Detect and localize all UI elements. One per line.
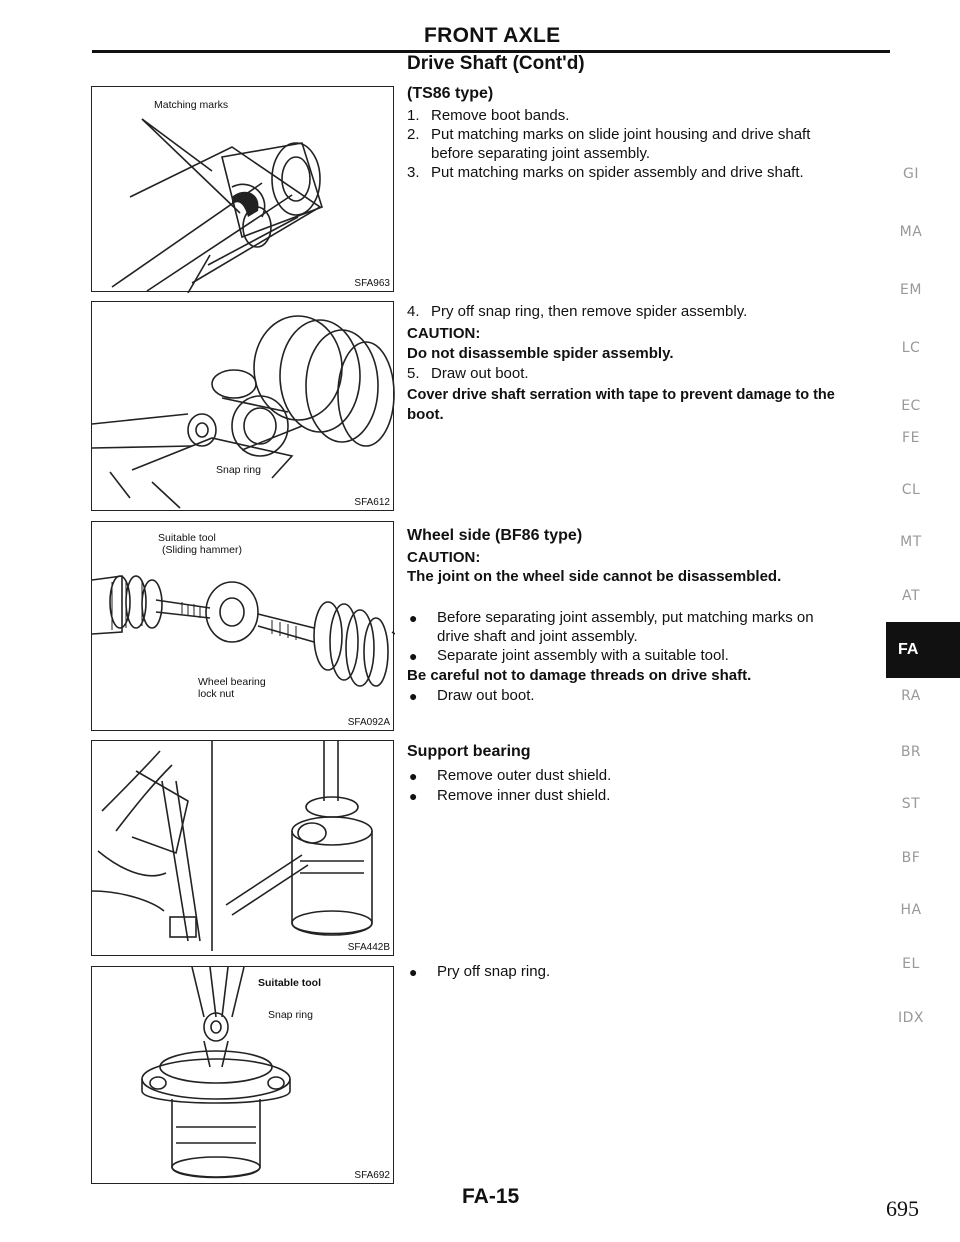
support-bearing-heading: Support bearing: [407, 743, 531, 760]
support-bearing-bullet-3: Pry off snap ring.: [437, 963, 551, 980]
side-tab-st[interactable]: ST: [901, 796, 921, 812]
tape-note-line-1: Cover drive shaft serration with tape to prevent damage to the: [407, 387, 835, 403]
side-tab-ha[interactable]: HA: [900, 902, 922, 918]
side-tab-idx[interactable]: IDX: [898, 1010, 924, 1026]
label-suitable-tool: Suitable tool: [158, 532, 216, 544]
section-title: Drive Shaft (Cont'd): [407, 53, 585, 74]
sliding-hammer-illustration: [92, 522, 395, 732]
wheel-side-warning: Be careful not to damage threads on drive shaft.: [407, 667, 752, 684]
step-text: Put matching marks on spider assembly and drive shaft.: [431, 164, 804, 181]
spider-assembly-illustration: [92, 302, 395, 512]
drive-shaft-matching-marks-illustration: [92, 87, 395, 293]
side-tab-br[interactable]: BR: [900, 744, 922, 760]
step-2-continued: before separating joint assembly.: [431, 145, 651, 162]
page-number: 695: [886, 1196, 919, 1221]
side-tab-bf[interactable]: BF: [901, 850, 921, 866]
support-bearing-bullet-1: Remove outer dust shield.: [437, 767, 612, 784]
label-snap-ring: Snap ring: [268, 1009, 313, 1021]
figure-code: SFA963: [354, 278, 390, 289]
wheel-side-bullet-1-line-2: drive shaft and joint assembly.: [437, 628, 638, 645]
label-lock-nut: lock nut: [198, 688, 235, 700]
figure-code: SFA692: [354, 1170, 390, 1181]
wheel-side-bullet-3: Draw out boot.: [437, 687, 535, 704]
step-number: 3.: [407, 164, 420, 181]
wheel-side-bullet-2: Separate joint assembly with a suitable tool.: [437, 647, 729, 664]
figure-code: SFA092A: [347, 717, 390, 728]
side-tab-em[interactable]: EM: [900, 282, 922, 298]
wheel-side-caution-label: CAUTION:: [407, 549, 481, 566]
caution-text: Do not disassemble spider assembly.: [407, 345, 674, 362]
support-bearing-bullet-2: Remove inner dust shield.: [437, 787, 611, 804]
bullet-dot: ●: [409, 688, 418, 704]
ts86-heading: (TS86 type): [407, 85, 494, 102]
side-tab-gi[interactable]: GI: [903, 166, 919, 182]
bullet-dot: ●: [409, 768, 418, 784]
side-tab-at[interactable]: AT: [901, 588, 921, 604]
step-text: Draw out boot.: [431, 365, 529, 382]
label-sliding-hammer: (Sliding hammer): [162, 544, 242, 556]
step-text: Pry off snap ring, then remove spider assembly.: [431, 303, 748, 320]
label-snap-ring: Snap ring: [216, 464, 261, 476]
figure-snap-ring-spider: [91, 301, 394, 511]
side-tab-cl[interactable]: CL: [901, 482, 921, 498]
tape-note-line-2: boot.: [407, 406, 444, 423]
page-code: FA-15: [462, 1185, 520, 1208]
figure-sliding-hammer: [91, 521, 394, 731]
side-tab-ec[interactable]: EC: [901, 398, 921, 414]
wheel-side-caution-text: The joint on the wheel side cannot be disassembled.: [407, 568, 782, 585]
side-tab-el[interactable]: EL: [902, 956, 920, 972]
wheel-side-bullet-1-line-1: Before separating joint assembly, put matching marks on: [437, 609, 814, 626]
label-matching-marks: Matching marks: [154, 99, 229, 111]
step-number: 4.: [407, 303, 420, 320]
step-number: 1.: [407, 107, 420, 124]
dust-shield-removal-illustration: [92, 741, 395, 957]
figure-pry-snap-ring: [91, 966, 394, 1184]
page-header-title: FRONT AXLE: [424, 24, 561, 47]
side-tab-lc[interactable]: LC: [901, 340, 921, 356]
side-tab-fa-active[interactable]: FA: [886, 622, 960, 678]
side-tab-fe[interactable]: FE: [902, 430, 920, 446]
side-tab-ra[interactable]: RA: [901, 688, 921, 704]
figure-code: SFA442B: [347, 942, 390, 953]
figure-matching-marks: [91, 86, 394, 292]
step-text: Remove boot bands.: [431, 107, 570, 124]
label-wheel-bearing: Wheel bearing: [198, 676, 266, 688]
bullet-dot: ●: [409, 964, 418, 980]
snap-ring-pliers-illustration: [92, 967, 395, 1185]
bullet-dot: ●: [409, 610, 418, 626]
wheel-side-heading: Wheel side (BF86 type): [407, 527, 583, 544]
caution-label: CAUTION:: [407, 325, 481, 342]
step-number: 5.: [407, 365, 420, 382]
side-tab-ma[interactable]: MA: [899, 224, 923, 240]
figure-code: SFA612: [354, 497, 390, 508]
label-suitable-tool: Suitable tool: [258, 977, 321, 989]
bullet-dot: ●: [409, 648, 418, 664]
bullet-dot: ●: [409, 788, 418, 804]
figure-dust-shields: [91, 740, 394, 956]
step-number: 2.: [407, 126, 420, 143]
step-text: Put matching marks on slide joint housing and drive shaft: [431, 126, 811, 143]
side-tab-mt[interactable]: MT: [900, 534, 922, 550]
